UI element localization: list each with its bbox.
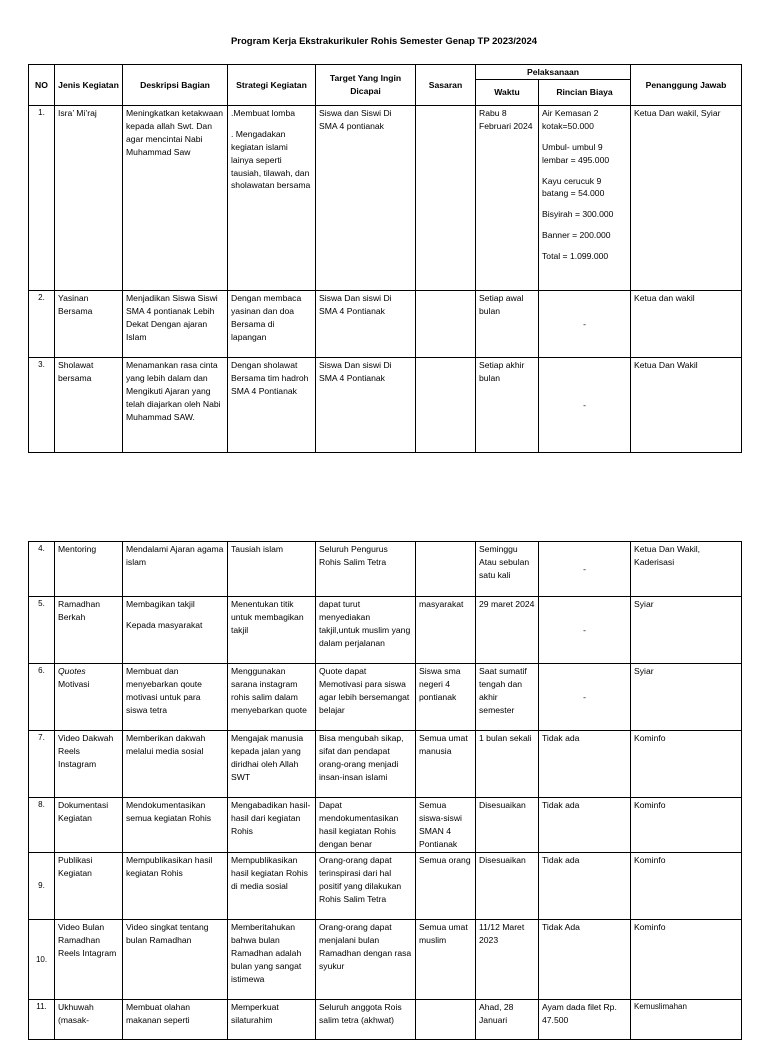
header-target: Target Yang Ingin Dicapai bbox=[316, 65, 416, 106]
header-penanggung-jawab: Penanggung Jawab bbox=[631, 65, 742, 106]
table-row: 5. Ramadhan Berkah Membagikan takjil Kepada masyarakat Menentukan titik untuk membagikan takjil dapat turut menyediakan takjil,untuk muslim yang dalam perjalanan masyarakat 29 maret 2024 - Syiar bbox=[29, 597, 742, 664]
table-row: 8. Dokumentasi Kegiatan Mendokumentasikan semua kegiatan Rohis Mengabadikan hasil-hasil dari kegiatan Rohis Dapat mendokumentasikan hasil kegiatan Rohis dengan benar Semua siswa-siswi SMAN 4 Pontianak Disesuaikan Tidak ada Kominfo bbox=[29, 798, 742, 853]
header-pelaksanaan: Pelaksanaan bbox=[476, 65, 631, 80]
program-table-page-2 bbox=[28, 541, 742, 1040]
header-no: NO bbox=[29, 65, 55, 106]
header-strategi: Strategi Kegiatan bbox=[228, 65, 316, 106]
program-table-page-1 bbox=[28, 64, 742, 453]
table-row: 1. Isra’ Mi’raj Meningkatkan ketakwaan kepada allah Swt. Dan agar mencintai Nabi Muhammad Saw .Membuat lomba . Mengadakan kegiatan islami lainya seperti tausiah, tilawah, dan sholawatan bersama Siswa dan Siswi Di SMA 4 pontianak Rabu 8 Februari 2024 Air Kemasan 2 kotak=50.000 Umbul- umbul 9 lembar = 495.000 Kayu cerucuk 9 batang = 54.000 Bisyirah = 300.000 Banner = 200.000 Total = 1.099.000 Ketua Dan wakil, Syiar bbox=[29, 106, 742, 291]
header-sasaran: Sasaran bbox=[416, 65, 476, 106]
header-rincian-biaya: Rincian Biaya bbox=[539, 80, 631, 106]
table-row: 2. Yasinan Bersama Menjadikan Siswa Siswi SMA 4 pontianak Lebih Dekat Dengan ajaran Islam Dengan membaca yasinan dan doa Bersama di lapangan Siswa Dan siswi Di SMA 4 Pontianak Setiap awal bulan - Ketua dan wakil bbox=[29, 291, 742, 358]
header-waktu: Waktu bbox=[476, 80, 539, 106]
table-row: 4. Mentoring Mendalami Ajaran agama islam Tausiah islam Seluruh Pengurus Rohis Salim Tetra Seminggu Atau sebulan satu kali - Ketua Dan Wakil, Kaderisasi bbox=[29, 542, 742, 597]
table-row: 9. Publikasi Kegiatan Mempublikasikan hasil kegiatan Rohis Mempublikasikan hasil kegiatan Rohis di media sosial Orang-orang dapat terinspirasi dari hal positif yang dilakukan Rohis Salim Tetra Semua orang Disesuaikan Tidak ada Kominfo bbox=[29, 853, 742, 920]
table-row: 11. Ukhuwah (masak- Membuat olahan makanan seperti Memperkuat silaturahim Seluruh anggota Rois salim tetra (akhwat) Ahad, 28 Januari Ayam dada filet Rp. 47.500 Kemuslimahan bbox=[29, 1000, 742, 1040]
table-row: 3. Sholawat bersama Menamankan rasa cinta yang lebih dalam dan Mengikuti Ajaran yang telah diajarkan oleh Nabi Muhammad SAW. Dengan sholawat Bersama tim hadroh SMA 4 Pontianak Siswa Dan siswi Di SMA 4 Pontianak Setiap akhir bulan - Ketua Dan Wakil bbox=[29, 358, 742, 453]
header-deskripsi: Deskripsi Bagian bbox=[123, 65, 228, 106]
header-jenis-kegiatan: Jenis Kegiatan bbox=[55, 65, 123, 106]
document-title: Program Kerja Ekstrakurikuler Rohis Semester Genap TP 2023/2024 bbox=[230, 36, 538, 47]
table-row: 10. Video Bulan Ramadhan Reels Intagram Video singkat tentang bulan Ramadhan Memberitahukan bahwa bulan Ramadhan adalah bulan yang sangat istimewa Orang-orang dapat menjalani bulan Ramadhan dengan rasa syukur Semua umat muslim 11/12 Maret 2023 Tidak Ada Kominfo bbox=[29, 920, 742, 1000]
table-row: 7. Video Dakwah Reels Instagram Memberikan dakwah melalui media sosial Mengajak manusia kepada jalan yang diridhai oleh Allah SWT Bisa mengubah sikap, sifat dan pendapat orang-orang menjadi insan-insan islami Semua umat manusia 1 bulan sekali Tidak ada Kominfo bbox=[29, 731, 742, 798]
table-row: 6. Quotes Motivasi Membuat dan menyebarkan qoute motivasi untuk para siswa tetra Menggunakan sarana instagram rohis salim dalam menyebarkan quote Quote dapat Memotivasi para siswa agar lebih bersemangat belajar Siswa sma negeri 4 pontianak Saat sumatif tengah dan akhir semester - Syiar bbox=[29, 664, 742, 731]
